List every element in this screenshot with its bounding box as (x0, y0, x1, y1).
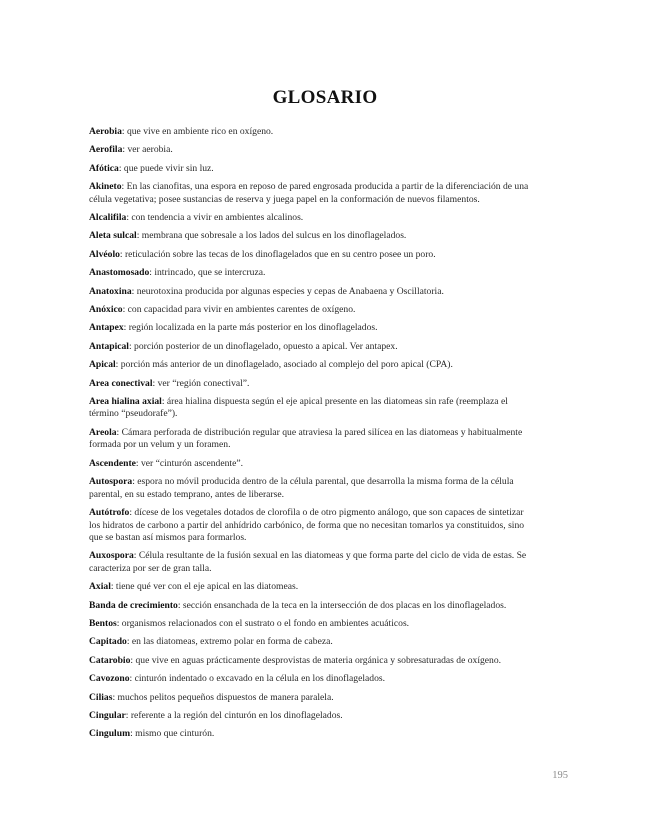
entry-definition: : organismos relacionados con el sustrato o el fondo en ambientes acuáticos. (116, 618, 410, 630)
entry-term: Alvéolo (89, 248, 120, 260)
entry-term: Aleta sulcal (89, 230, 137, 242)
glossary-entry (89, 655, 533, 668)
entry-term: Areola (89, 426, 117, 438)
entry-term: Afótica (89, 162, 119, 174)
entry-term: Bentos (89, 618, 117, 630)
glossary-entry (89, 600, 533, 613)
entry-definition: : muchos pelitos pequeños dispuestos de manera paralela. (112, 691, 334, 703)
entry-definition: : tiene qué ver con el eje apical en las diatomeas. (110, 581, 299, 593)
entry-term: Antapical (89, 340, 129, 352)
glossary-entry (89, 126, 533, 139)
entry-term: Anastomosado (89, 267, 150, 279)
glossary-entry (89, 212, 533, 225)
entry-definition: : mismo que cinturón. (130, 728, 215, 740)
entry-definition: : con tendencia a vivir en ambientes alcalinos. (126, 212, 304, 224)
glossary-entry (89, 728, 533, 741)
entry-term: Anatoxina (89, 285, 132, 297)
entry-definition: : ver aerobia. (122, 144, 173, 156)
entry-term: Banda de crecimiento (89, 599, 178, 611)
entry-definition: : que puede vivir sin luz. (118, 162, 214, 174)
entry-term: Akineto (89, 181, 122, 193)
glossary-entry (89, 359, 533, 372)
entry-term: Autospora (89, 476, 133, 488)
entry-definition: : cinturón indentado o excavado en la célula en los dinoflagelados. (129, 673, 385, 685)
glossary-entry (89, 267, 533, 280)
glossary-entry (89, 181, 533, 206)
entry-definition: : que vive en ambiente rico en oxígeno. (121, 126, 274, 137)
entry-definition: : que vive en aguas prácticamente desprovistas de materia orgánica y sobresaturadas de oxígeno. (130, 654, 502, 666)
glossary-entry (89, 341, 533, 354)
entry-definition: : referente a la región del cinturón en los dinoflagelados. (125, 710, 343, 722)
glossary-entry (89, 163, 533, 176)
entry-term: Cingulum (89, 728, 131, 740)
entry-definition: : Célula resultante de la fusión sexual en las diatomeas y que forma parte del ciclo de vida de estas. Se caracteriza por ser de gran talla. (89, 550, 527, 574)
entry-definition: : con capacidad para vivir en ambientes carentes de oxígeno. (122, 304, 356, 316)
entry-definition: : En las cianofitas, una espora en reposo de pared engrosada producida a partir de la diferenciación de una célula vegetativa; posee sustancias de reserva y juega papel en la conformación de nuevos filamentos. (89, 181, 529, 205)
entry-term: Ascendente (89, 457, 136, 469)
entry-term: Autótrofo (89, 507, 130, 519)
entry-term: Antapex (89, 322, 124, 334)
glossary-entry (89, 581, 533, 594)
entry-definition: : área hialina dispuesta según el eje apical presente en las diatomeas sin rafe (reemplaza el término “pseudorafe”). (89, 395, 508, 420)
glossary-entry (89, 692, 533, 705)
entry-term: Area hialina axial (89, 395, 162, 407)
entry-term: Capitado (89, 636, 127, 648)
entry-definition: : reticulación sobre las tecas de los dinoflagelados que en su centro posee un poro. (119, 248, 436, 260)
entry-definition: : región localizada en la parte más posterior en los dinoflagelados. (123, 322, 378, 334)
glossary-list (89, 126, 533, 747)
entry-definition: : dícese de los vegetales dotados de clorofila o de otro pigmento análogo, que son capaces de sintetizar los hidratos de carbono a partir del anhídrido carbónico, de forma que no necesitan tomarlos ya constituidos, sino que se bastan así mismos para formarlos. (89, 507, 525, 544)
entry-definition: : membrana que sobresale a los lados del sulcus en los dinoflagelados. (136, 230, 407, 242)
page-title: GLOSARIO (272, 87, 378, 108)
glossary-entry (89, 507, 533, 545)
entry-term: Axial (89, 581, 111, 593)
entry-definition: : porción posterior de un dinoflagelado, opuesto a apical. Ver antapex. (128, 340, 398, 352)
glossary-entry (89, 618, 533, 631)
entry-term: Apical (89, 359, 116, 371)
page-number: 195 (552, 770, 568, 781)
entry-definition: : espora no móvil producida dentro de la célula parental, que desarrolla la misma forma de la célula parental, en su estado temprano, antes de liberarse. (89, 476, 514, 500)
glossary-entry (89, 304, 533, 317)
entry-term: Anóxico (89, 304, 123, 316)
glossary-entry (89, 673, 533, 686)
glossary-entry (89, 427, 533, 452)
entry-definition: : neurotoxina producida por algunas especies y cepas de Anabaena y Oscillatoria. (131, 285, 444, 297)
entry-term: Aerobia (89, 126, 122, 137)
entry-term: Area conectival (89, 377, 153, 389)
glossary-entry (89, 286, 533, 299)
entry-term: Auxospora (89, 550, 134, 562)
entry-definition: : Cámara perforada de distribución regular que atraviesa la pared silícea en las diatomeas y habitualmente formada por un velum y un foramen. (89, 426, 523, 451)
glossary-entry (89, 378, 533, 391)
entry-term: Alcalifila (89, 212, 127, 224)
glossary-entry (89, 636, 533, 649)
glossary-entry (89, 144, 533, 157)
entry-term: Cavozono (89, 673, 130, 685)
glossary-entry (89, 476, 533, 501)
glossary-entry (89, 710, 533, 723)
glossary-entry (89, 550, 533, 575)
glossary-entry (89, 249, 533, 262)
glossary-entry (89, 230, 533, 243)
entry-definition: : en las diatomeas, extremo polar en forma de cabeza. (126, 636, 333, 648)
entry-term: Cingular (89, 710, 126, 722)
entry-definition: : intrincado, que se intercruza. (149, 267, 266, 279)
entry-definition: : ver “región conectival”. (152, 377, 250, 389)
entry-definition: : sección ensanchada de la teca en la intersección de dos placas en los dinoflagelados. (177, 599, 507, 611)
glossary-entry (89, 458, 533, 471)
entry-term: Cilias (89, 691, 113, 703)
entry-term: Catarobio (89, 654, 131, 666)
entry-definition: : porción más anterior de un dinoflagelado, asociado al complejo del poro apical (CPA). (115, 359, 453, 371)
glossary-entry (89, 322, 533, 335)
glossary-entry (89, 396, 533, 421)
entry-term: Aerofila (89, 144, 123, 156)
entry-definition: : ver “cinturón ascendente”. (135, 457, 243, 469)
